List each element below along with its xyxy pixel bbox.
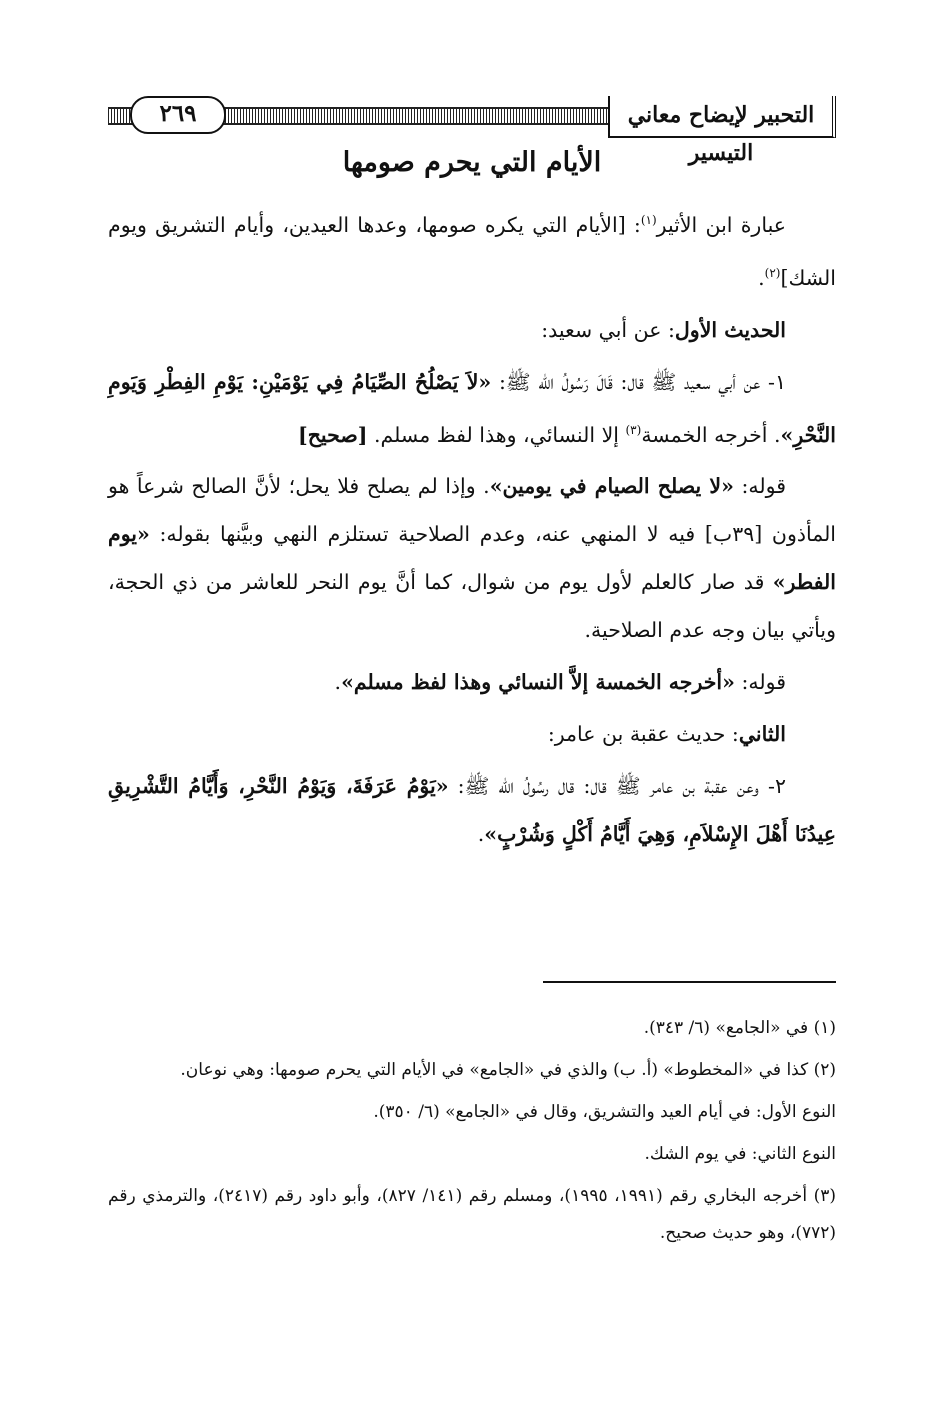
hadith2-quote: «يَوْمُ عَرَفَةَ، وَيَوْمُ النَّحْرِ، وَأَيَّامُ التَّشْرِيقِ عِيدُنَا أَهْلَ الإِسْلاَمِ، وَهِيَ أَيَّامُ أَكْلٍ وَشُرْبٍ» [108,774,836,847]
hadith1-heading-bold: الحديث الأول [674,317,786,342]
hadith1-heading-rest: : عن أبي سعيد: [541,317,675,342]
hadith1-rest: . أخرجه الخمسة [641,422,781,447]
footnote-2-cont-1: النوع الأول: في أيام العيد والتشريق، وقال في «الجامع» (٦/ ٣٥٠). [373,1102,836,1122]
footnotes [108,1010,836,1257]
hadith2-heading [108,710,836,758]
commentary1-quote: «لا يصلح الصيام في يومين» [489,474,734,499]
intro-paragraph [108,196,836,302]
hadith1-grade: [صحيح] [298,422,368,447]
footnote-separator [543,981,836,983]
hadith2-end: . [477,822,485,847]
hadith1-end: إلا النسائي، وهذا لفظ مسلم. [367,422,626,447]
footnote-2-cont-2: النوع الثاني: في يوم الشك. [644,1144,836,1164]
footnote-1: (١) في «الجامع» (٦/ ٣٤٣). [643,1018,836,1038]
footnote-mark-1: (١) [640,213,657,227]
book-title: التحبير لإيضاح معاني التيسير [608,96,836,138]
chapter-title: الأيام التي يحرم صومها [342,147,602,178]
page-number: ٢٦٩ [130,96,226,134]
commentary2-lead: قوله: [734,670,786,695]
footnote-mark-3: (٣) [625,422,642,437]
main-text [108,142,836,862]
commentary1 [108,462,836,654]
intro-end: . [758,265,765,290]
commentary1-quote2: «يوم الفطر» [108,522,836,595]
commentary1-lead: قوله: [733,474,786,499]
hadith1-heading [108,306,836,354]
commentary2-end: . [334,670,342,695]
hadith2-lead: ٢- وعن عقبة بن عامر ﷺ قال: قال رسُولُ الله ﷺ: [448,774,786,799]
footnote-mark-2: (٢) [764,265,781,280]
commentary2-quote: «أخرجه الخمسة إلاَّ النسائي وهذا لفظ مسلم» [341,670,735,695]
intro-lead: عبارة ابن الأثير [656,212,786,237]
footnote-3: (٣) أخرجه البخاري رقم (١٩٩١، ١٩٩٥)، ومسلم رقم (١٤١/ ٨٢٧)، وأبو داود رقم (٢٤١٧)، والترمذي رقم (٧٧٢)، وهو حديث صحيح. [108,1186,836,1243]
commentary2 [108,658,836,706]
hadith2-heading-rest: : حديث عقبة بن عامر: [547,722,739,747]
hadith1-text [108,358,836,459]
hadith2-heading-bold: الثاني [738,722,786,747]
hadith2-text [108,762,836,858]
intro-text: : [الأيام التي يكره صومها، وعدها العيدين، وأيام التشريق ويوم الشك] [108,212,836,290]
commentary1-rest: . وإذا لم يصلح فلا يحل؛ لأنَّ الصالح شرعاً هو المأذون [٣٩ب] فيه لا المنهي عنه، وعدم الصلاحية تستلزم النهي وبيَّنها بقوله: [108,474,837,547]
hadith1-quote: «لاَ يَصْلُحُ الصِّيَامُ فِي يَوْمَيْنِ: يَوْمِ الفِطْرِ وَيَومِ النَّحْرِ» [108,369,836,447]
footnote-2: (٢) كذا في «المخطوط» (أ. ب) والذي في «الجامع» في الأيام التي يحرم صومها: وهي نوعان. [180,1060,836,1080]
commentary1-rest2: قد صار كالعلم لأول يوم من شوال، كما أنَّ يوم النحر للعاشر من ذي الحجة، ويأتي بيان وجه عدم الصلاحية. [108,570,836,643]
hadith1-lead: ١- عن أبي سعيد ﷺ قال: قَالَ رَسُولُ الله ﷺ: [491,369,786,394]
